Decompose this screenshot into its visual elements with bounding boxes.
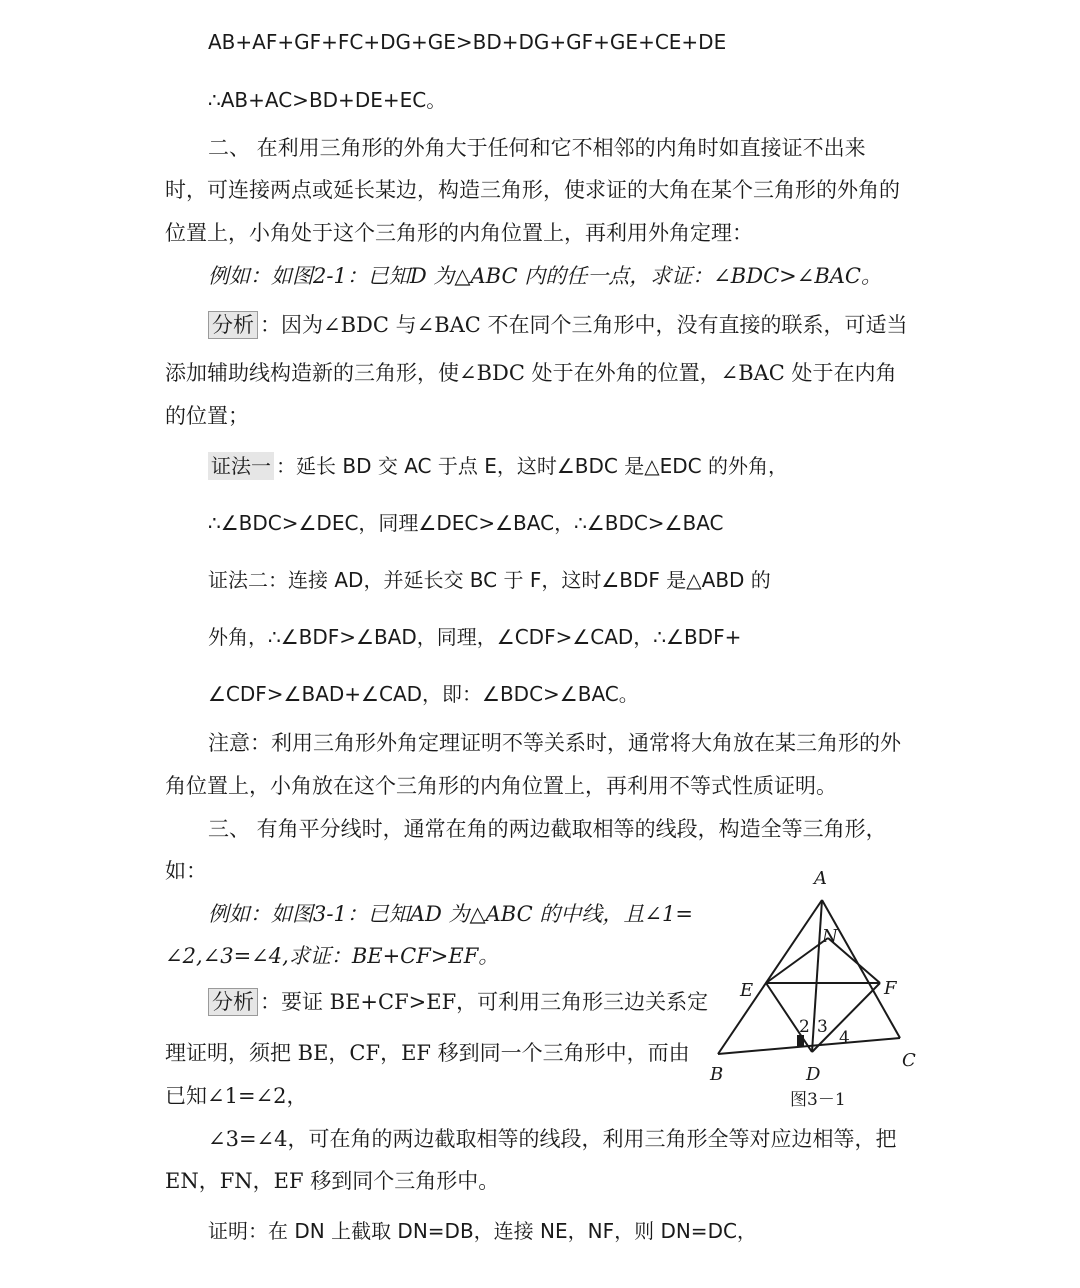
proof-line: 证明：在 DN 上截取 DN=DB，连接 NE，NF，则 DN=DC， — [208, 1219, 757, 1243]
label-B: B — [710, 1064, 724, 1085]
text-line: 理证明，须把 BE，CF，EF 移到同一个三角形中，而由 — [165, 1041, 690, 1065]
analysis-text: ：要证 BE+CF>EF，可利用三角形三边关系定 — [260, 990, 709, 1014]
side-AC — [822, 900, 900, 1038]
analysis-line — [208, 311, 908, 339]
example-line: 例如：如图3-1：已知AD 为△ABC 的中线，且∠1= — [208, 902, 693, 926]
angle-label-2: 2 — [799, 1017, 810, 1037]
note-line: 注意：利用三角形外角定理证明不等关系时，通常将大角放在某三角形的外 — [208, 731, 901, 755]
text-line: AB+AF+GF+FC+DG+GE>BD+DG+GF+GE+CE+DE — [208, 30, 727, 54]
text-line: EN，FN，EF 移到同个三角形中。 — [165, 1169, 500, 1193]
example-line: ∠2,∠3=∠4,求证：BE+CF>EF。 — [165, 944, 500, 968]
text-line: ∴AB+AC>BD+DE+EC。 — [208, 88, 447, 112]
text-line: 外角，∴∠BDF>∠BAD，同理，∠CDF>∠CAD，∴∠BDF+ — [208, 625, 742, 649]
text-line: 位置上，小角处于这个三角形的内角位置上，再利用外角定理： — [165, 221, 753, 245]
label-F: F — [884, 978, 897, 999]
proof-1-line — [208, 452, 788, 480]
figure-caption: 图3－1 — [790, 1090, 846, 1110]
label-N: N — [822, 926, 838, 947]
text-line: ∴∠BDC>∠DEC，同理∠DEC>∠BAC，∴∠BDC>∠BAC — [208, 511, 724, 535]
section-3-heading: 三、 有角平分线时，通常在角的两边截取相等的线段，构造全等三角形， — [208, 817, 887, 841]
label-D: D — [806, 1064, 821, 1085]
geometry-figure-3-1 — [700, 862, 940, 1112]
example-line: 例如：如图2-1：已知D 为△ABC 内的任一点，求证：∠BDC>∠BAC。 — [208, 264, 882, 288]
section-2-heading: 二、 在利用三角形的外角大于任何和它不相邻的内角时如直接证不出来 — [208, 136, 866, 160]
text-line: 如： — [165, 859, 207, 883]
label-C: C — [902, 1050, 916, 1071]
proof-1-label: 证法一 — [208, 452, 274, 480]
analysis-line — [208, 988, 708, 1016]
proof-1-text: ：延长 BD 交 AC 于点 E，这时∠BDC 是△EDC 的外角， — [276, 454, 788, 478]
label-A: A — [814, 868, 827, 889]
analysis-label: 分析 — [208, 988, 258, 1016]
text-line: 已知∠1=∠2， — [165, 1084, 308, 1108]
proof-2-line: 证法二：连接 AD，并延长交 BC 于 F，这时∠BDF 是△ABD 的 — [208, 568, 771, 592]
text-line: 角位置上，小角放在这个三角形的内角位置上，再利用不等式性质证明。 — [165, 774, 837, 798]
text-line: ∠CDF>∠BAD+∠CAD，即：∠BDC>∠BAC。 — [208, 682, 639, 706]
text-line: ∠3=∠4，可在角的两边截取相等的线段，利用三角形全等对应边相等，把 — [208, 1127, 897, 1151]
angle-label-4: 4 — [839, 1028, 850, 1048]
angle-label-3: 3 — [817, 1017, 828, 1037]
label-E: E — [740, 980, 754, 1001]
text-line: 时，可连接两点或延长某边，构造三角形，使求证的大角在某个三角形的外角的 — [165, 178, 900, 202]
analysis-label: 分析 — [208, 311, 258, 339]
analysis-text: ：因为∠BDC 与∠BAC 不在同个三角形中，没有直接的联系，可适当 — [260, 313, 908, 337]
text-line: 的位置； — [165, 404, 249, 428]
text-line: 添加辅助线构造新的三角形，使∠BDC 处于在外角的位置，∠BAC 处于在内角 — [165, 361, 897, 385]
